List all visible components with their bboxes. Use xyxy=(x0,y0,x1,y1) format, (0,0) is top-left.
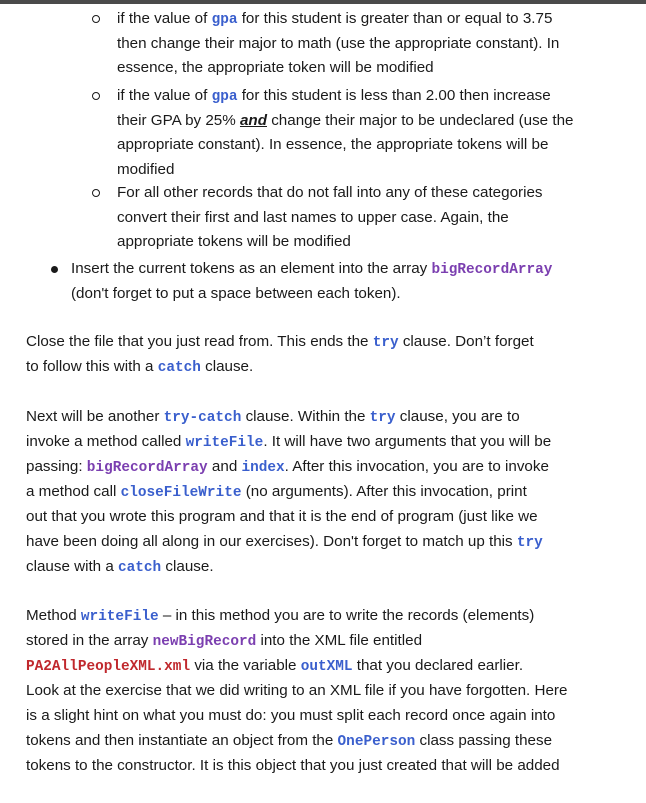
code-identifier: PA2AllPeopleXML.xml xyxy=(26,659,191,675)
code-identifier: try-catch xyxy=(163,410,242,426)
code-identifier: try xyxy=(516,535,543,551)
code-identifier: try xyxy=(372,335,399,351)
paragraph-line: a method call closeFileWrite (no arguments). After this invocation, print xyxy=(26,483,527,501)
code-identifier: gpa xyxy=(211,12,238,28)
code-identifier: gpa xyxy=(211,89,238,105)
paragraph-line: stored in the array newBigRecord into the XML file entitled xyxy=(26,632,423,650)
paragraph-line: tokens and then instantiate an object from the OnePerson class passing these xyxy=(26,732,553,750)
paragraph-line: PA2AllPeopleXML.xml via the variable outXML that you declared earlier. xyxy=(26,657,524,675)
sub-bullet-line: modified xyxy=(117,160,175,178)
paragraph-line: invoke a method called writeFile. It will have two arguments that you will be xyxy=(26,433,552,451)
emphasis-text: and xyxy=(239,111,267,129)
sub-bullet-circle-icon xyxy=(92,92,100,100)
paragraph-line: to follow this with a catch clause. xyxy=(26,358,254,376)
paragraph-line: is a slight hint on what you must do: you must split each record once again into xyxy=(26,707,556,724)
code-identifier: outXML xyxy=(300,659,353,675)
code-identifier: writeFile xyxy=(185,435,264,451)
sub-bullet-line: their GPA by 25% and change their major to be undeclared (use the xyxy=(117,111,574,129)
sub-bullet-line: convert their first and last names to upper case. Again, the xyxy=(117,208,509,226)
sub-bullet-circle-icon xyxy=(92,15,100,23)
paragraph-line: Next will be another try-catch clause. Within the try clause, you are to xyxy=(26,408,520,426)
paragraph-line: Look at the exercise that we did writing to an XML file if you have forgotten. Here xyxy=(26,682,568,699)
code-identifier: catch xyxy=(157,360,201,376)
sub-bullet-circle-icon xyxy=(92,189,100,197)
paragraph-line: have been doing all along in our exercises). Don't forget to match up this try xyxy=(26,533,543,551)
code-identifier: OnePerson xyxy=(337,734,416,750)
paragraph-line: tokens to the constructor. It is this object that you just created that will be added xyxy=(26,757,560,774)
window-top-edge xyxy=(0,0,646,4)
code-identifier: try xyxy=(369,410,396,426)
sub-bullet-line: appropriate tokens will be modified xyxy=(117,233,351,250)
sub-bullet-line: For all other records that do not fall into any of these categories xyxy=(117,184,543,201)
paragraph-line: out that you wrote this program and that it is the end of program (just like we xyxy=(26,508,538,525)
bullet-dot-icon xyxy=(51,266,58,273)
paragraph-line: Method writeFile – in this method you are to write the records (elements) xyxy=(26,607,535,625)
code-identifier: index xyxy=(241,460,285,476)
bullet-line: Insert the current tokens as an element into the array bigRecordArray xyxy=(71,260,553,278)
code-identifier: writeFile xyxy=(80,609,159,625)
sub-bullet-line: essence, the appropriate token will be modified xyxy=(117,59,434,76)
code-identifier: bigRecordArray xyxy=(86,460,208,476)
paragraph-line: clause with a catch clause. xyxy=(26,558,214,576)
bullet-line: (don't forget to put a space between each token). xyxy=(71,284,401,302)
sub-bullet-line: then change their major to math (use the appropriate constant). In xyxy=(117,34,560,52)
sub-bullet-line: appropriate constant). In essence, the appropriate tokens will be xyxy=(117,136,549,153)
paragraph-line: Close the file that you just read from. This ends the try clause. Don’t forget xyxy=(26,333,534,351)
paragraph-line: passing: bigRecordArray and index. After this invocation, you are to invoke xyxy=(26,458,549,476)
code-identifier: bigRecordArray xyxy=(431,262,553,278)
code-identifier: catch xyxy=(118,560,162,576)
code-identifier: newBigRecord xyxy=(152,634,257,650)
code-identifier: closeFileWrite xyxy=(120,485,242,501)
sub-bullet-line: if the value of gpa for this student is less than 2.00 then increase xyxy=(117,87,551,105)
sub-bullet-line: if the value of gpa for this student is greater than or equal to 3.75 xyxy=(117,10,553,28)
